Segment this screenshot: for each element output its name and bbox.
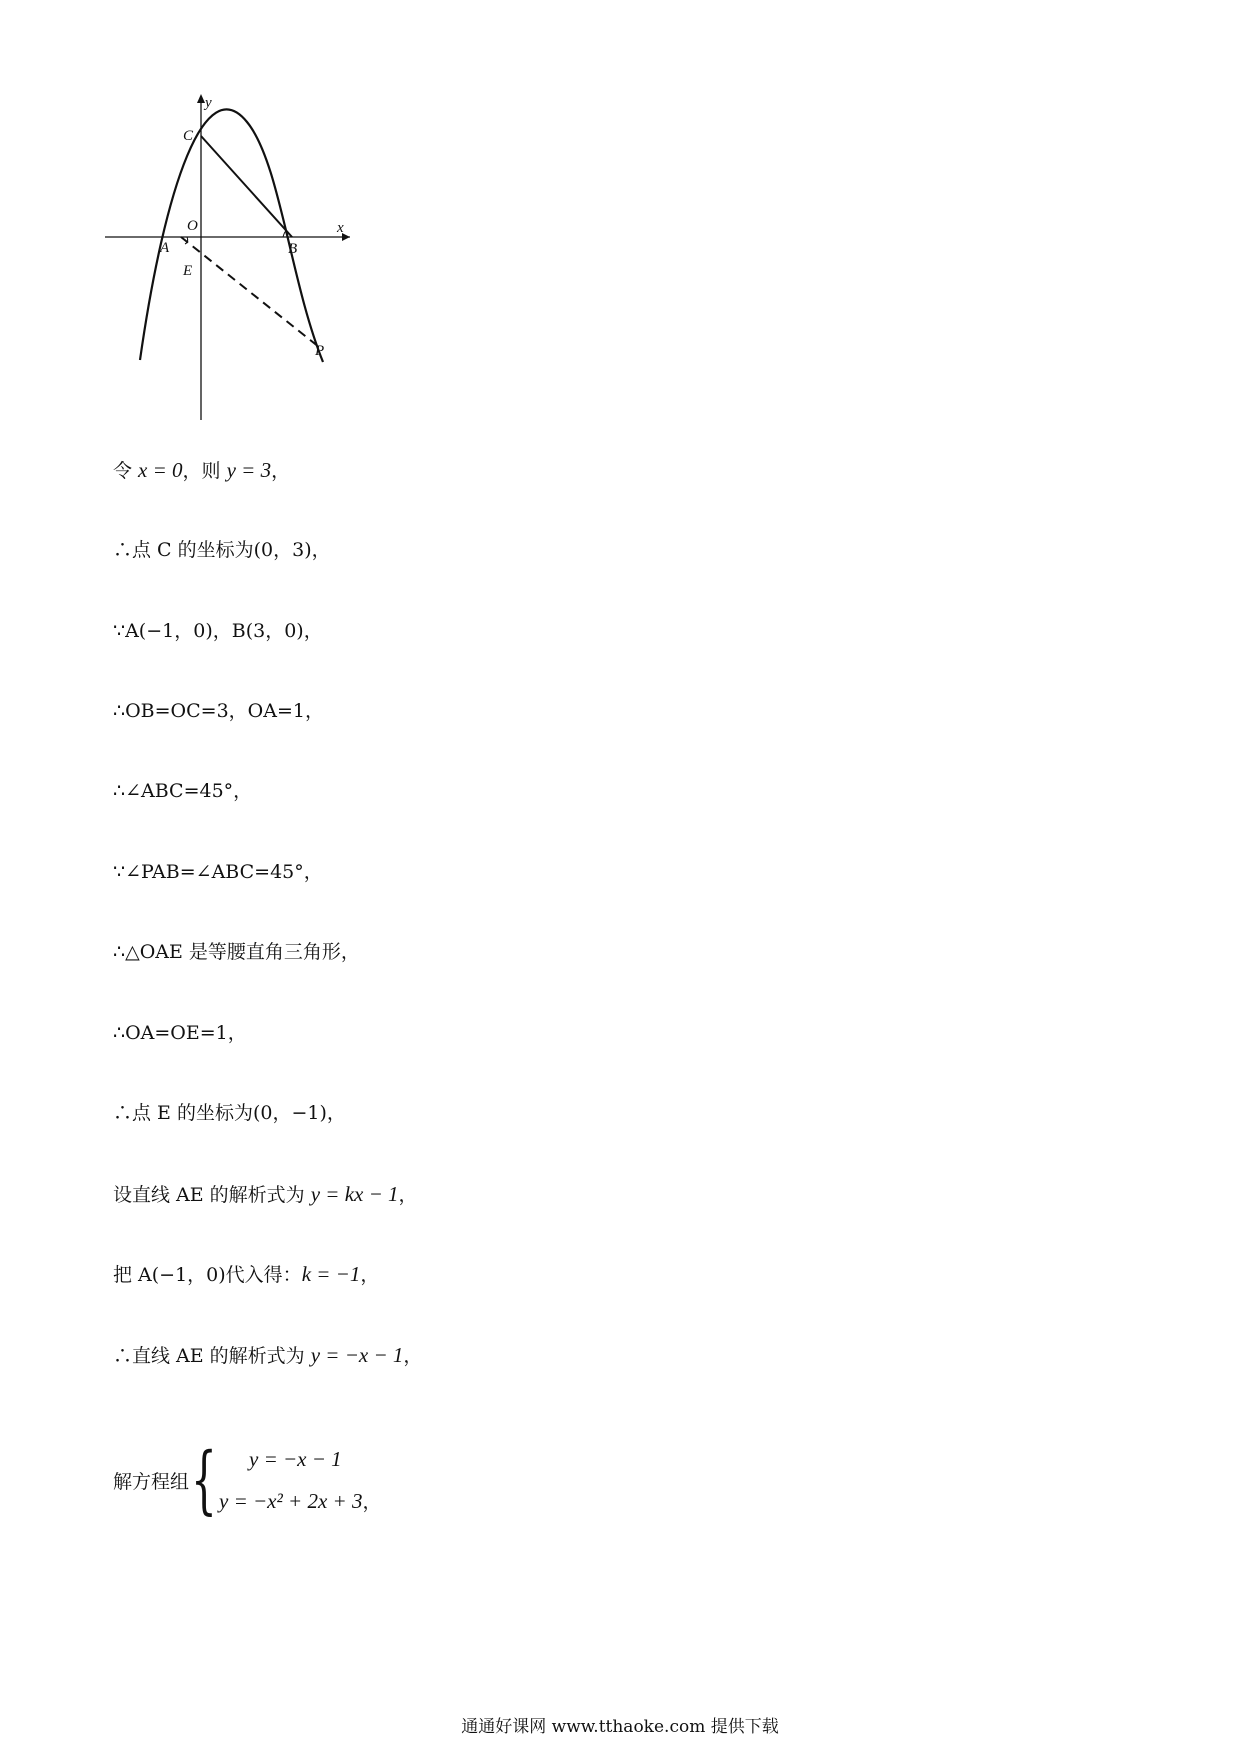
system-label: 解方程组 <box>113 1470 190 1493</box>
solution-line-6: ∵∠PAB=∠ABC=45°， <box>113 861 323 883</box>
solution-line-1: 令 x = 0，则 y = 3， <box>113 458 291 482</box>
system-equations <box>219 1442 362 1518</box>
label-y: y <box>205 95 212 111</box>
label-a: A <box>160 240 170 256</box>
label-b: B <box>288 241 298 257</box>
solution-line-11: 把 A(−1，0)代入得：k = −1， <box>113 1262 380 1286</box>
solution-line-3: ∵A(−1，0)，B(3，0)， <box>113 620 323 642</box>
parabola-diagram <box>105 95 365 420</box>
label-c: C <box>183 128 194 144</box>
solution-line-7: ∴△OAE 是等腰直角三角形， <box>113 941 360 963</box>
label-o: O <box>187 218 198 234</box>
solution-line-12: ∴直线 AE 的解析式为 y = −x − 1， <box>113 1343 423 1367</box>
label-p: P <box>315 343 325 359</box>
solution-line-2: ∴点 C 的坐标为(0，3)， <box>113 539 331 561</box>
solution-line-4: ∴OB=OC=3，OA=1， <box>113 700 324 722</box>
equation-1: y = −x − 1 <box>249 1447 342 1471</box>
solution-line-8: ∴OA=OE=1， <box>113 1022 247 1044</box>
brace-icon: { <box>191 1437 217 1523</box>
solution-line-9: ∴点 E 的坐标为(0，−1)， <box>113 1102 346 1124</box>
y-axis-arrow <box>197 94 205 103</box>
equation-2: y = −x² + 2x + 3 <box>219 1489 363 1513</box>
solution-line-10: 设直线 AE 的解析式为 y = kx − 1， <box>113 1182 418 1206</box>
label-e: E <box>183 263 193 279</box>
solution-line-5: ∴∠ABC=45°， <box>113 780 253 802</box>
segment-cb <box>201 136 292 237</box>
system-post: ， <box>362 1491 382 1513</box>
dashed-segment-ap <box>181 237 319 347</box>
parabola-figure <box>105 95 365 420</box>
page-footer: 通通好课网 www.tthaoke.com 提供下载 <box>461 1717 779 1737</box>
parabola-curve <box>140 109 323 362</box>
label-x: x <box>337 220 344 236</box>
equation-system <box>113 1437 382 1523</box>
